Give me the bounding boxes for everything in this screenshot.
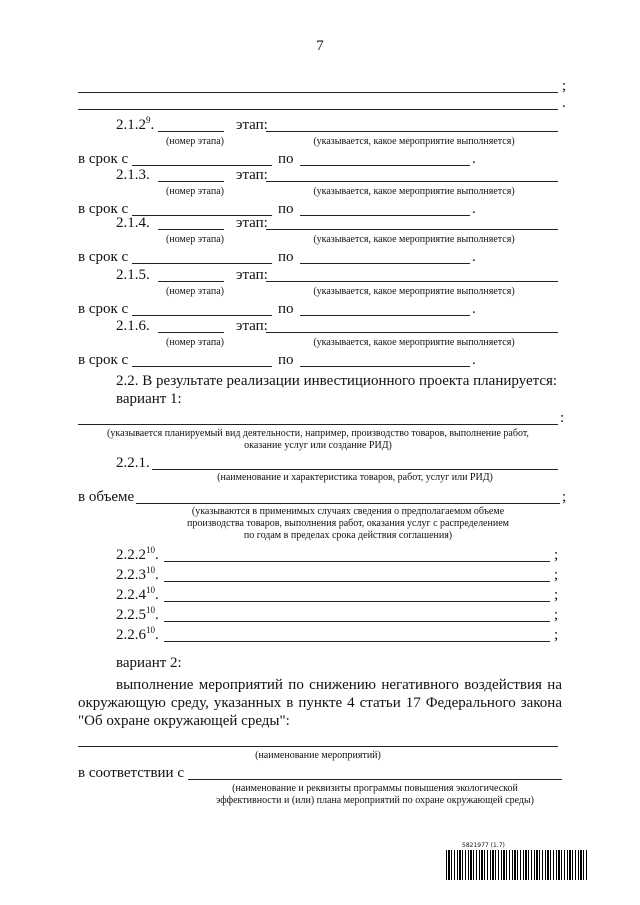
item-2-2-1-number: 2.2.1. [116,455,150,471]
sub-item-number: 2.2.4$^{10}$. [116,585,159,603]
term-to-line [300,215,470,216]
sub-item-line [164,601,550,602]
term-from-label: в срок с [78,151,129,167]
sub-item-line [164,561,550,562]
volume-label: в объеме [78,489,135,505]
measures-caption: (наименование мероприятий) [255,750,381,761]
barcode-image [446,850,588,880]
stage-number: 2.1.6. [116,318,150,334]
term-from-line [132,165,272,166]
term-from-label: в срок с [78,201,129,217]
sub-item-line [164,641,550,642]
term-to-line [300,165,470,166]
barcode-number: 5821977 (1.7) [462,842,505,849]
sub-item-line [164,621,550,622]
activity-type-line [78,424,558,425]
stage-number-line [158,229,224,230]
stage-description-line [266,332,558,333]
activity-caption-1: (указывается планируемый вид деятельности, например, производство товаров, выполнение работ, [107,428,529,439]
stage-word: этап: [236,318,268,334]
term-end-period: . [472,352,476,368]
semicolon: ; [562,489,567,505]
stage-number-line [158,281,224,282]
stage-number-line [158,181,224,182]
blank-line [78,109,558,110]
sub-item-semicolon: ; [554,547,559,563]
stage-description-line [266,281,558,282]
variant-1-label: вариант 1: [116,391,182,407]
sub-item-semicolon: ; [554,587,559,603]
term-to-label: по [278,301,294,317]
stage-word: этап: [236,167,268,183]
sub-item-number: 2.2.2$^{10}$. [116,545,159,563]
term-from-label: в срок с [78,249,129,265]
accordance-label: в соответствии с [78,765,184,781]
volume-caption-1: (указываются в применимых случаях сведения о предполагаемом объеме [191,506,505,517]
accordance-caption-2: эффективности и (или) плана мероприятий по охране окружающей среды) [215,795,535,806]
stage-number-caption: (номер этапа) [166,186,224,197]
accordance-line [188,779,562,780]
item-2-2-1-line [152,469,558,470]
term-end-period: . [472,301,476,317]
sub-item-number: 2.2.5$^{10}$. [116,605,159,623]
activity-caption-2: оказание услуг или создание РИД) [244,440,392,451]
stage-description-caption: (указывается, какое мероприятие выполняется) [313,136,515,147]
page-number: 7 [316,38,324,54]
sub-item-semicolon: ; [554,627,559,643]
colon: : [560,410,565,426]
stage-number-line [158,332,224,333]
term-end-period: . [472,249,476,265]
stage-number-caption: (номер этапа) [166,136,224,147]
term-to-label: по [278,249,294,265]
term-from-label: в срок с [78,301,129,317]
volume-line [136,503,560,504]
volume-caption-2: производства товаров, выполнения работ, оказания услуг с распределением [187,518,509,529]
measures-line [78,746,558,747]
accordance-caption-1: (наименование и реквизиты программы повышения экологической [232,783,518,794]
term-end-period: . [472,201,476,217]
term-from-line [132,315,272,316]
stage-number: 2.1.3. [116,167,150,183]
line-end-semicolon: ; [562,78,567,94]
stage-description-caption: (указывается, какое мероприятие выполняется) [313,286,515,297]
stage-description-line [266,131,558,132]
term-from-line [132,366,272,367]
stage-number: 2.1.2$^9$. [116,115,155,133]
stage-description-caption: (указывается, какое мероприятие выполняется) [313,186,515,197]
section-2-2-heading: 2.2. В результате реализации инвестиционного проекта планируется: [116,373,558,389]
stage-description-caption: (указывается, какое мероприятие выполняется) [313,337,515,348]
stage-number-line [158,131,224,132]
term-to-label: по [278,151,294,167]
stage-number: 2.1.5. [116,267,150,283]
stage-number-caption: (номер этапа) [166,337,224,348]
sub-item-semicolon: ; [554,607,559,623]
term-to-label: по [278,201,294,217]
sub-item-number: 2.2.3$^{10}$. [116,565,159,583]
stage-number: 2.1.4. [116,215,150,231]
sub-item-semicolon: ; [554,567,559,583]
stage-description-line [266,181,558,182]
stage-number-caption: (номер этапа) [166,234,224,245]
volume-caption-3: по годам в пределах срока действия соглашения) [243,530,453,541]
term-to-line [300,263,470,264]
term-from-line [132,263,272,264]
blank-line [78,92,558,93]
term-from-label: в срок с [78,352,129,368]
stage-description-caption: (указывается, какое мероприятие выполняется) [313,234,515,245]
stage-word: этап: [236,215,268,231]
term-to-line [300,315,470,316]
stage-word: этап: [236,267,268,283]
stage-description-line [266,229,558,230]
stage-number-caption: (номер этапа) [166,286,224,297]
sub-item-number: 2.2.6$^{10}$. [116,625,159,643]
variant-2-paragraph: выполнение мероприятий по снижению негативного воздействия на окружающую среду, указанных в пункте 4 статьи 17 Федерального закона "Об охране окружающей среды": [78,677,562,729]
sub-item-line [164,581,550,582]
term-end-period: . [472,151,476,167]
term-to-label: по [278,352,294,368]
stage-word: этап: [236,117,268,133]
item-2-2-1-caption: (наименование и характеристика товаров, работ, услуг или РИД) [217,472,493,483]
term-to-line [300,366,470,367]
line-end-period: . [562,95,566,111]
variant-2-label: вариант 2: [116,655,182,671]
